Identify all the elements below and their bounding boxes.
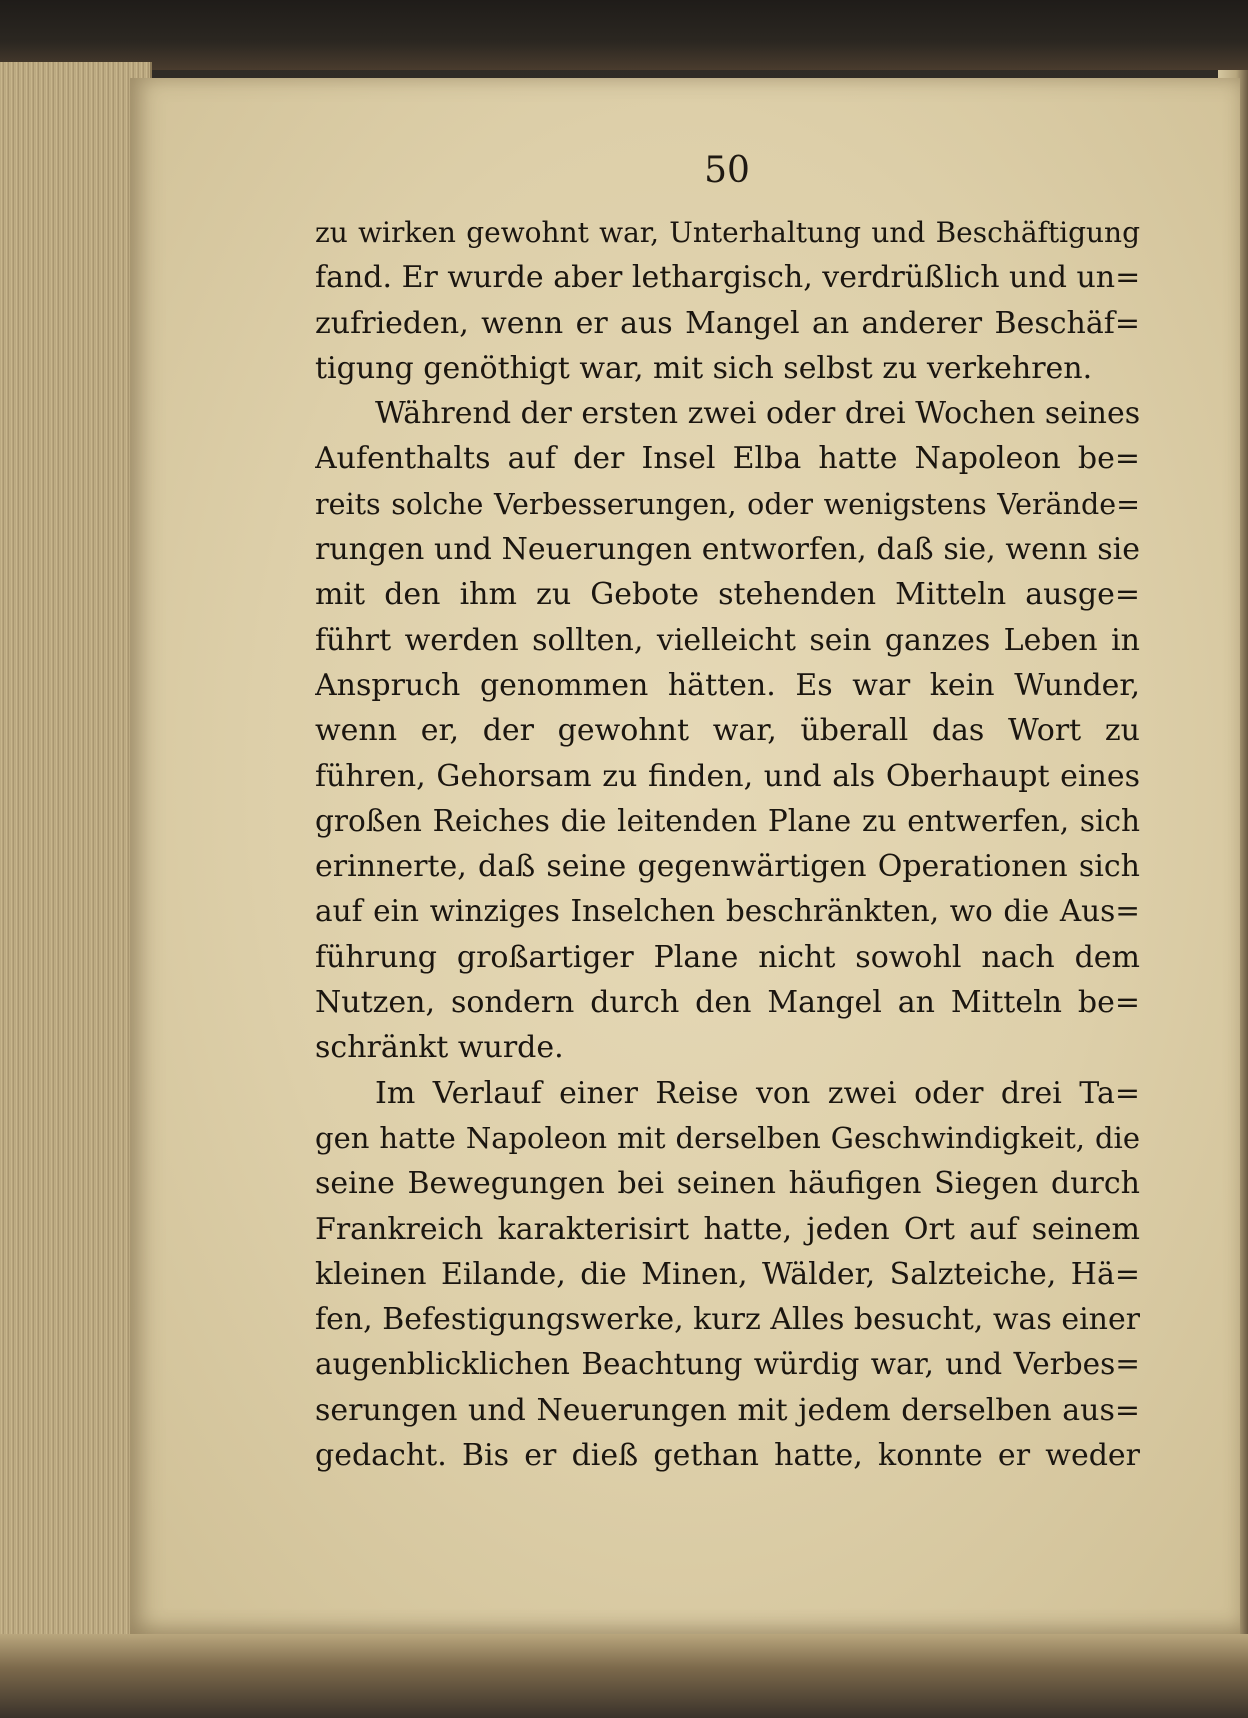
text-line: serungen und Neuerungen mit jedem derselben aus= (315, 1392, 1140, 1428)
text-line: Anspruch genommen hätten. Es war kein Wunder, (315, 667, 1140, 703)
text-line: führt werden sollten, vielleicht sein ganzes Leben in (315, 622, 1140, 658)
text-line: führen, Gehorsam zu finden, und als Oberhaupt eines (315, 758, 1140, 794)
text-line: gedacht. Bis er dieß gethan hatte, konnte er weder (315, 1438, 1140, 1474)
text-line: zu wirken gewohnt war, Unterhaltung und Beschäftigung (315, 216, 1140, 249)
text-line: großen Reiches die leitenden Plane zu entwerfen, sich (315, 803, 1140, 838)
text-line: tigung genöthigt war, mit sich selbst zu verkehren. (315, 350, 1093, 386)
text-line: Im Verlauf einer Reise von zwei oder drei Ta= (375, 1075, 1140, 1111)
text-line: augenblicklichen Beachtung würdig war, und Verbes= (315, 1347, 1140, 1382)
page-number: 50 (704, 150, 750, 191)
text-line: fand. Er wurde aber lethargisch, verdrüßlich und un= (315, 260, 1140, 296)
text-line: rungen und Neuerungen entworfen, daß sie, wenn sie (315, 532, 1140, 568)
text-line: auf ein winziges Inselchen beschränkten, wo die Aus= (315, 894, 1140, 929)
page-text (315, 210, 1140, 1478)
text-line: führung großartiger Plane nicht sowohl nach dem (315, 939, 1140, 975)
book-bottom-edge (0, 1634, 1248, 1718)
text-line: Frankreich karakterisirt hatte, jeden Ort auf seinem (315, 1211, 1140, 1247)
book-top-edge (0, 0, 1248, 70)
text-line: zufrieden, wenn er aus Mangel an anderer Beschäf= (315, 305, 1140, 341)
text-line: erinnerte, daß seine gegenwärtigen Operationen sich (315, 849, 1140, 885)
text-line: Nutzen, sondern durch den Mangel an Mitteln be= (315, 985, 1140, 1021)
text-line: fen, Befestigungswerke, kurz Alles besucht, was einer (315, 1302, 1140, 1338)
text-line: schränkt wurde. (315, 1030, 564, 1066)
text-line: Während der ersten zwei oder drei Wochen seines (375, 396, 1140, 432)
text-line: kleinen Eilande, die Minen, Wälder, Salzteiche, Hä= (315, 1256, 1140, 1292)
text-line: seine Bewegungen bei seinen häufigen Siegen durch (315, 1166, 1140, 1202)
text-line: reits solche Verbesserungen, oder wenigstens Verände= (315, 487, 1140, 521)
text-line: wenn er, der gewohnt war, überall das Wort zu (315, 713, 1140, 749)
text-line: gen hatte Napoleon mit derselben Geschwindigkeit, die (315, 1120, 1140, 1155)
text-line: Aufenthalts auf der Insel Elba hatte Napoleon be= (315, 441, 1140, 477)
text-line: mit den ihm zu Gebote stehenden Mitteln ausge= (315, 577, 1140, 613)
